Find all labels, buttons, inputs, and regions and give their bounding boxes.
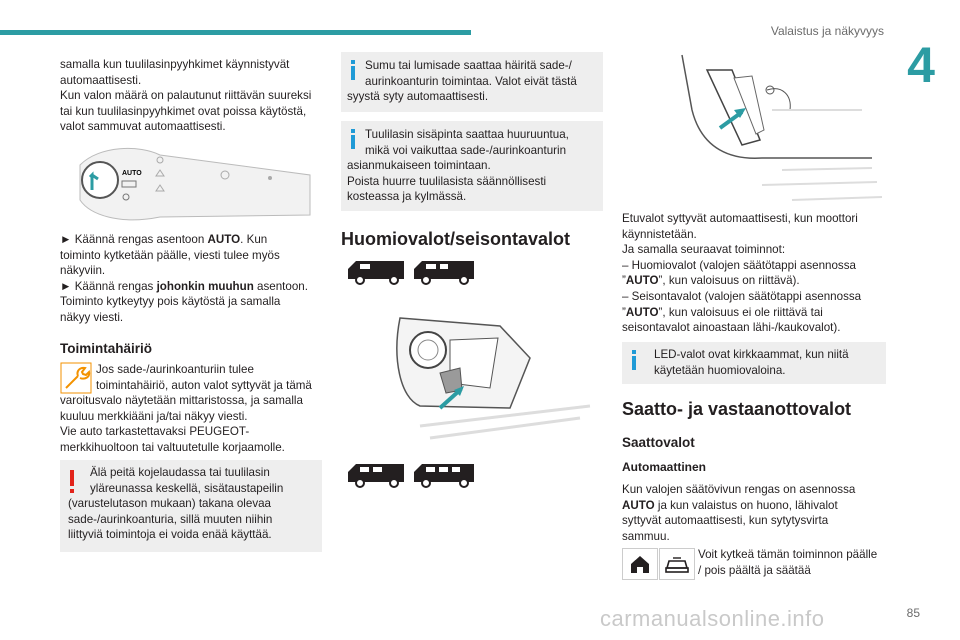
malfunction-heading: Toimintahäiriö bbox=[60, 341, 153, 356]
vehicle-variant-icons-bottom bbox=[346, 460, 476, 488]
daytime-lights-text: Etuvalot syttyvät automaattisesti, kun moottori käynnistetään. Ja samalla seuraavat toiminnot: – Huomiovalot (valojen säätötappi asennossa ”AUTO”, kun valoisuus on riittävä). – Seisontavalot (valojen säätötappi asennossa ”AUTO”, kun valoisuus ei ole riittävä tai seisontavalot ainoastaan lähi-/kaukovalot). bbox=[622, 212, 862, 335]
instructions: ► Käännä rengas asentoon AUTO. Kun toiminto kytketään päälle, viesti tulee myös näkyviin. ► Käännä rengas johonkin muuhun asentoon. Toiminto kytkeytyy pois käytöstä ja samalla näkyy viesti. bbox=[60, 233, 308, 324]
section-heading-daytime-lights: Huomiovalot/seisontavalot bbox=[341, 229, 571, 249]
header-accent-bar bbox=[0, 30, 471, 35]
chapter-number: 4 bbox=[907, 37, 935, 93]
malfunction-text: Jos sade-/aurinkoanturiin tulee toimintahäiriö, auton valot syttyvät ja tämä varoitusvalo näytetään mittaristossa, ja samalla kuuluu merkkiääni ja/tai näkyy viesti. Vie auto tarkastettavaksi PEUGEOT- merkkihuoltoon tai valtuutetulle korjaamolle. bbox=[60, 363, 312, 454]
info-box-windscreen: Tuulilasin sisäpinta saattaa huuruuntua, mikä voi vaikuttaa sade-/aurinkoanturin asianmukaiseen toimintaan. Poista huurre tuulilasista säännöllisesti kosteassa ja kylmässä. bbox=[341, 121, 603, 211]
subheading-follow-me: Saattovalot bbox=[622, 435, 695, 450]
vehicle-variant-icons-top bbox=[346, 257, 476, 285]
headlight-illustration-2 bbox=[672, 50, 886, 205]
automatic-text: Kun valojen säätövivun rengas on asennossa AUTO ja kun valaistus on huono, lähivalot syttyvät automaattisesti, kun sytytysvirta sammuu. bbox=[622, 483, 856, 543]
info-box-fog: Sumu tai lumisade saattaa häiritä sade-/ aurinkoanturin toimintaa. Valot eivät tästä syystä syty automaattisesti. bbox=[341, 52, 603, 112]
home-icon bbox=[622, 548, 658, 580]
info-box-led: LED-valot ovat kirkkaammat, kun niitä käytetään huomiovaloina. bbox=[622, 342, 886, 384]
warning-box: Älä peitä kojelaudassa tai tuulilasin yläreunassa keskellä, sisätaustapeilin (varustelutason mukaan) takana olevaa sade-/aurinkoanturia, sillä muuten niihin liittyviä toimintoja ei voida enää käyttää. bbox=[60, 460, 322, 552]
running-header: Valaistus ja näkyvyys bbox=[770, 24, 884, 38]
van-long-icon bbox=[414, 261, 474, 284]
van-crew-long-icon bbox=[414, 464, 474, 487]
intro-paragraph: samalla kun tuulilasinpyyhkimet käynnistyvät automaattisesti. Kun valon määrä on palautunut riittävän suureksi tai kun tuulilasinpyyhkimet ovat poissa käytöstä, valot sammuvat automaattisesti. bbox=[60, 58, 312, 134]
stalk-auto-label: AUTO bbox=[122, 170, 142, 177]
watermark: carmanualsonline.info bbox=[600, 606, 825, 631]
car-settings-icon bbox=[659, 548, 695, 580]
light-stalk-illustration bbox=[60, 145, 322, 225]
page-number: 85 bbox=[906, 606, 920, 620]
van-short-icon bbox=[348, 261, 404, 284]
settings-text: Voit kytkeä tämän toiminnon päälle / pois päältä ja säätää bbox=[698, 548, 878, 577]
section-heading-guide-me-home: Saatto- ja vastaanottovalot bbox=[622, 399, 852, 419]
headlight-illustration-1 bbox=[380, 298, 602, 448]
van-crew-short-icon bbox=[348, 464, 404, 487]
subheading-automatic: Automaattinen bbox=[622, 460, 706, 474]
